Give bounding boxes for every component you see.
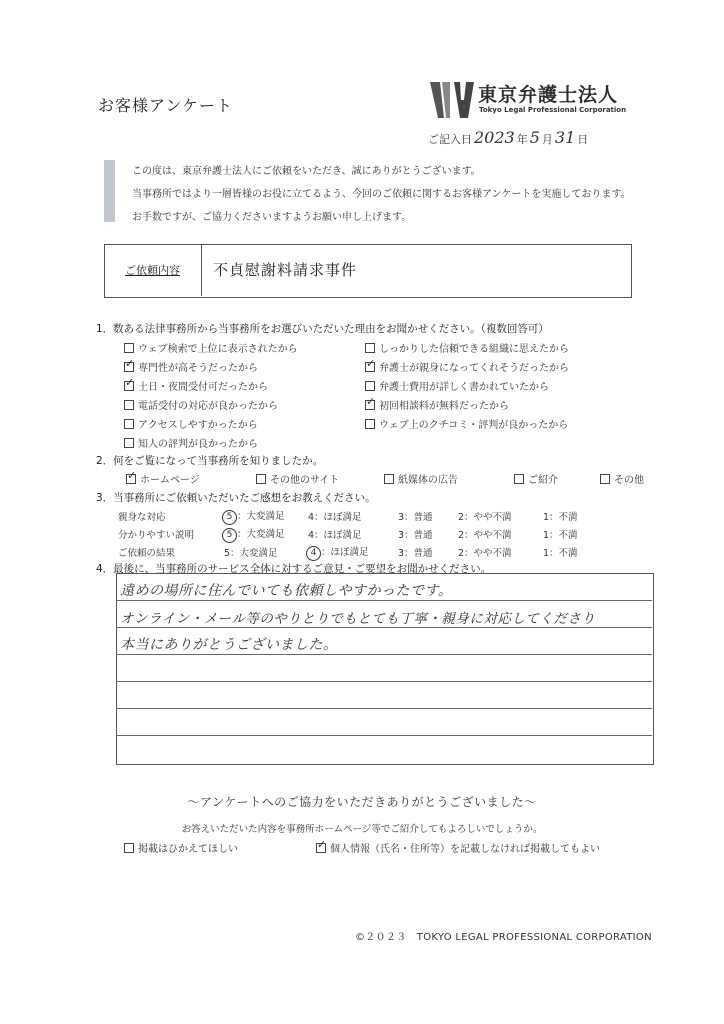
rating-1[interactable]: 1：不満 (543, 512, 578, 523)
comment-line (116, 735, 652, 736)
q2-option[interactable]: 紙媒体の広告 (384, 471, 458, 486)
rating-5[interactable]: 5：大変満足 (224, 548, 278, 559)
q1-option[interactable]: 電話受付の対応が良かったから (124, 397, 278, 412)
intro-line-1: この度は、東京弁護士法人にご依頼をいただき、誠にありがとうございます。 (132, 166, 481, 177)
checkbox-checked[interactable] (124, 362, 134, 372)
q1-option[interactable]: ウェブ上のクチコミ・評判が良かったから (365, 416, 568, 431)
q1-option[interactable]: ✓ 弁護士が親身になってくれそうだったから (365, 359, 569, 374)
checkbox[interactable] (365, 381, 375, 391)
rating-3[interactable]: 3：普通 (398, 530, 433, 541)
checkbox[interactable] (514, 474, 524, 484)
date-year-unit: 年 (516, 133, 528, 146)
q1-option[interactable]: しっかりした信頼できる組織に思えたから (365, 340, 569, 355)
intro-line-2: 当事務所ではより一層皆様のお役に立てるよう、今回のご依頼に関するお客様アンケートを実施しております。 (132, 189, 631, 200)
selected-circle: 4 (306, 546, 321, 561)
rating-5-selected[interactable]: 5 ：大変満足 (222, 526, 285, 543)
question-2: 2．何をご覧になって当事務所を知りましたか。 (96, 455, 324, 467)
comment-line-1: 遠めの場所に住んでいても依頼しやすかったです。 (120, 583, 453, 599)
q1-option[interactable]: ✓専門性が高そうだったから (124, 359, 258, 374)
checkbox[interactable] (124, 419, 134, 429)
q2-option[interactable]: ✓ホームページ (126, 471, 200, 486)
date-prefix: ご記入日 (428, 133, 472, 146)
q3-row-label: 分かりやすい説明 (118, 530, 195, 541)
checkbox[interactable] (124, 843, 134, 853)
rating-3[interactable]: 3：普通 (398, 548, 433, 559)
selected-circle: 5 (222, 510, 237, 525)
rating-4[interactable]: 4：ほぼ満足 (308, 530, 362, 541)
rating-2[interactable]: 2：やや不満 (458, 512, 512, 523)
rating-1[interactable]: 1：不満 (543, 530, 578, 541)
q1-option[interactable]: ウェブ検索で上位に表示されたから (124, 340, 298, 355)
checkbox-checked[interactable] (316, 843, 326, 853)
date-day: 31 (554, 128, 576, 147)
copyright-footer: ©２０２３ TOKYO LEGAL PROFESSIONAL CORPORATION (355, 932, 652, 943)
rating-3[interactable]: 3：普通 (398, 512, 433, 523)
q3-row-label: ご依頼の結果 (118, 548, 176, 559)
selected-circle: 5 (222, 528, 237, 543)
checkbox[interactable] (256, 474, 266, 484)
survey-title: お客様アンケート (98, 96, 234, 115)
date-month: 5 (529, 128, 540, 147)
checkbox[interactable] (384, 474, 394, 484)
request-value: 不貞慰謝料請求事件 (213, 261, 358, 279)
q1-option[interactable]: ✓ 初回相談料が無料だったから (365, 397, 509, 412)
comment-line (116, 627, 652, 628)
thanks-message: 〜アンケートへのご協力をいただきありがとうございました〜 (187, 795, 537, 809)
comment-line (116, 708, 652, 709)
comment-line-3: 本当にありがとうございました。 (120, 637, 338, 653)
rating-2[interactable]: 2：やや不満 (458, 548, 512, 559)
q2-option[interactable]: ご紹介 (514, 471, 558, 486)
intro-line-3: お手数ですが、ご協力くださいますようお願い申し上げます。 (132, 212, 412, 223)
checkbox-checked[interactable] (126, 474, 136, 484)
date-month-unit: 月 (541, 133, 553, 146)
publish-option[interactable]: 掲載はひかえてほしい (124, 840, 238, 855)
q2-option[interactable]: その他 (600, 471, 644, 486)
publish-question: お答えいただいた内容を事務所ホームページ等でご紹介してもよろしいでしょうか。 (181, 824, 543, 835)
q1-option[interactable]: 知人の評判が良かったから (124, 435, 258, 450)
rating-4[interactable]: 4：ほぼ満足 (308, 512, 362, 523)
comment-line (116, 654, 652, 655)
rating-4-selected[interactable]: 4 ：ほぼ満足 (306, 544, 369, 561)
rating-5-selected[interactable]: 5 ：大変満足 (222, 508, 285, 525)
comment-line (116, 600, 652, 601)
q1-option[interactable]: ✓土日・夜間受付可だったから (124, 378, 268, 393)
rating-1[interactable]: 1：不満 (543, 548, 578, 559)
publish-option[interactable]: ✓ 個人情報（氏名・住所等）を記載しなければ掲載してもよい (316, 840, 600, 855)
q3-row-label: 親身な対応 (118, 512, 166, 523)
question-1: 1．数ある法律事務所から当事務所をお選びいただいた理由をお聞かせください。（複数回答可） (96, 323, 549, 335)
entry-date (428, 128, 588, 147)
comment-box[interactable] (116, 573, 654, 765)
checkbox[interactable] (365, 419, 375, 429)
checkbox[interactable] (600, 474, 610, 484)
logo-firm-name-en: Tokyo Legal Professional Corporation (479, 106, 627, 114)
q1-option[interactable]: 弁護士費用が詳しく書かれていたから (365, 378, 549, 393)
date-year: 2023 (474, 128, 515, 147)
q1-option[interactable]: アクセスしやすかったから (124, 416, 258, 431)
rating-2[interactable]: 2：やや不満 (458, 530, 512, 541)
request-label: ご依頼内容 (104, 244, 202, 296)
checkbox-checked[interactable] (124, 381, 134, 391)
intro-accent-bar (104, 160, 115, 222)
checkbox-checked[interactable] (365, 400, 375, 410)
q2-option[interactable]: その他のサイト (256, 471, 339, 486)
checkbox[interactable] (124, 438, 134, 448)
checkbox[interactable] (124, 343, 134, 353)
logo-firm-name: 東京弁護士法人 (478, 84, 619, 106)
comment-line-2: オンライン・メール等のやりとりでもとても丁寧・親身に対応してくださり (120, 611, 596, 627)
checkbox[interactable] (124, 400, 134, 410)
question-3: 3．当事務所にご依頼いただいたご感想をお教えください。 (96, 492, 376, 504)
checkbox[interactable] (365, 343, 375, 353)
date-day-unit: 日 (577, 133, 589, 146)
checkbox-checked[interactable] (365, 362, 375, 372)
comment-line (116, 681, 652, 682)
question-4: 4．最後に、当事務所のサービス全体に対するご意見・ご要望をお聞かせください。 (96, 563, 492, 575)
